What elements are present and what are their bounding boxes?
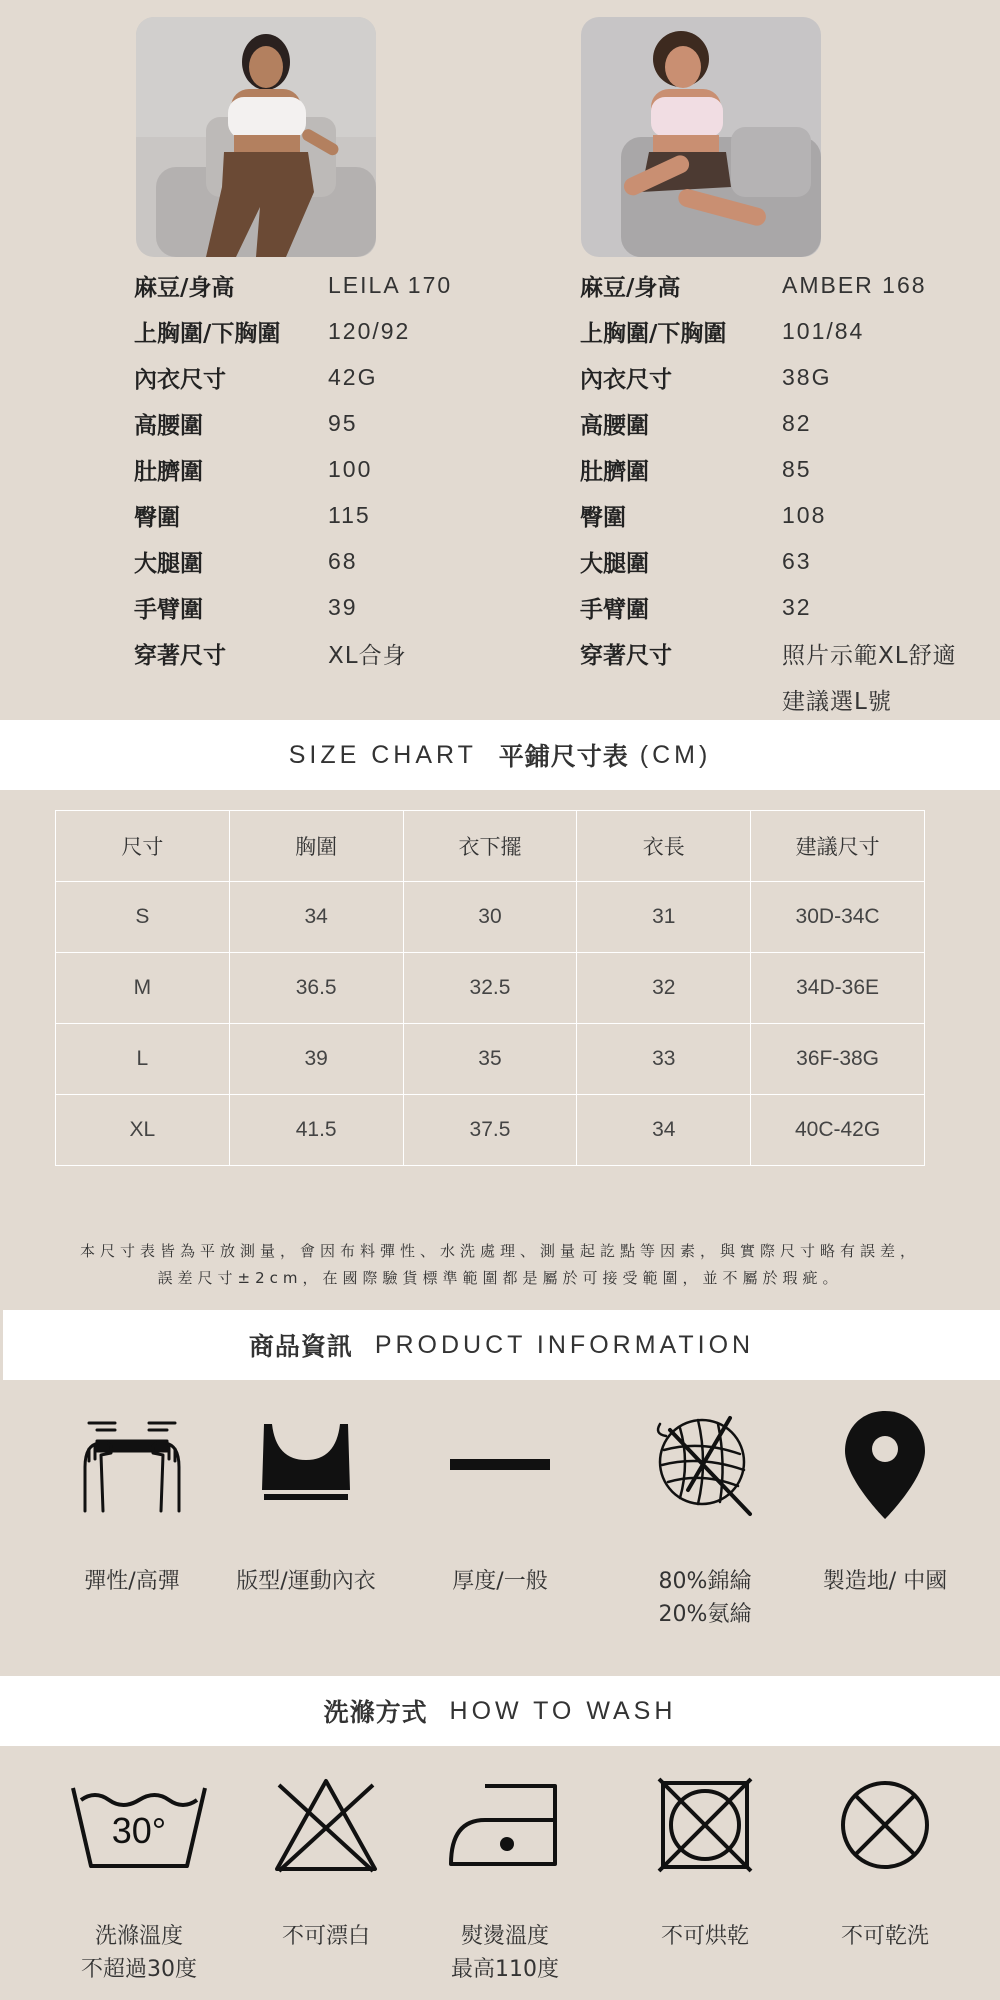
info-caption: 彈性/高彈: [84, 1569, 180, 1594]
measure-label: 手臂圍: [580, 596, 649, 623]
no-bleach-icon: [241, 1770, 411, 1880]
measure-value: 68: [328, 547, 358, 574]
column-header: 衣長: [577, 811, 751, 882]
table-header-row: [56, 811, 925, 882]
info-caption: 製造地/ 中國: [822, 1569, 948, 1594]
info-origin: [795, 1410, 975, 1598]
measure-row: [580, 492, 980, 538]
table-cell: 31: [577, 882, 751, 953]
measure-value: 38G: [782, 363, 832, 390]
table-cell: 41.5: [229, 1095, 403, 1166]
measure-value: 101/84: [782, 317, 865, 344]
measure-row: [134, 584, 474, 630]
wash-title-zh: 洗滌方式: [323, 1698, 428, 1727]
measure-value: 42G: [328, 363, 378, 390]
measure-value: AMBER 168: [782, 271, 927, 298]
material-line: 20%氨綸: [658, 1602, 752, 1627]
size-chart-title-zh: 平鋪尺寸表: [498, 742, 629, 771]
measure-label: 肚臍圍: [580, 458, 649, 485]
table-cell: 30: [403, 882, 577, 953]
measure-value: 39: [328, 593, 358, 620]
measure-label: 上胸圍/下胸圍: [134, 320, 281, 347]
measure-value: 63: [782, 547, 812, 574]
wash-caption-line: 洗滌溫度: [94, 1924, 183, 1949]
model-photo-leila: [136, 17, 376, 257]
measure-row: [134, 492, 474, 538]
measure-label: 麻豆/身高: [134, 274, 235, 301]
measure-label: 穿著尺寸: [134, 642, 226, 669]
measure-row: [580, 354, 980, 400]
table-cell: 34D-36E: [751, 953, 925, 1024]
measure-value: 32: [782, 593, 812, 620]
table-cell: 30D-34C: [751, 882, 925, 953]
measure-row: [134, 630, 474, 676]
table-cell: L: [56, 1024, 230, 1095]
info-material: [615, 1410, 795, 1631]
table-cell: 34: [577, 1095, 751, 1166]
yarn-ball-icon: [615, 1410, 795, 1520]
measure-label: 臀圍: [134, 504, 180, 531]
size-chart-unit: (CM): [639, 740, 712, 769]
info-fit: [216, 1410, 396, 1598]
measure-value: 建議選L號: [782, 688, 892, 715]
wash-caption: 不可乾洗: [840, 1924, 929, 1949]
wash-caption: [54, 1920, 224, 1986]
measure-row: [580, 308, 980, 354]
table-row: [56, 953, 925, 1024]
table-row: [56, 1024, 925, 1095]
model-measurements-amber: [580, 262, 980, 722]
column-header: 胸圍: [229, 811, 403, 882]
measure-value: 照片示範XL舒適: [782, 642, 957, 669]
measure-row: [580, 446, 980, 492]
info-caption: [615, 1565, 795, 1631]
location-pin-icon: [795, 1410, 975, 1520]
wash-heading: [0, 1676, 1000, 1746]
table-cell: 32: [577, 953, 751, 1024]
measure-row: [134, 308, 474, 354]
size-chart-title-en: SIZE CHART: [288, 740, 477, 769]
table-cell: 33: [577, 1024, 751, 1095]
table-cell: 36F-38G: [751, 1024, 925, 1095]
model-measurements-leila: [134, 262, 474, 676]
table-cell: M: [56, 953, 230, 1024]
measure-value: 82: [782, 409, 812, 436]
measure-label: 手臂圍: [134, 596, 203, 623]
info-caption: 版型/運動內衣: [236, 1569, 376, 1594]
measure-value: 108: [782, 501, 827, 528]
measure-label: 肚臍圍: [134, 458, 203, 485]
measure-value: 100: [328, 455, 373, 482]
info-elasticity: [42, 1410, 222, 1598]
table-row: [56, 882, 925, 953]
table-cell: XL: [56, 1095, 230, 1166]
wash-temp-label: 30°: [111, 1810, 167, 1851]
measure-value: 85: [782, 455, 812, 482]
measure-row: [580, 262, 980, 308]
note-line: 誤差尺寸±2cm，在國際驗貨標準範圍都是屬於可接受範圍，並不屬於瑕疵。: [157, 1269, 843, 1287]
no-dry-clean-icon: [800, 1770, 970, 1880]
table-cell: S: [56, 882, 230, 953]
iron-icon: [420, 1770, 590, 1880]
measure-label: 內衣尺寸: [580, 366, 672, 393]
measure-row: [580, 538, 980, 584]
measure-row: [134, 400, 474, 446]
measure-label: 高腰圍: [580, 412, 649, 439]
table-cell: 39: [229, 1024, 403, 1095]
info-thickness: [410, 1410, 590, 1598]
measure-value: LEILA 170: [328, 271, 453, 298]
wash-no-tumble-dry: [620, 1770, 790, 1953]
measure-label: 內衣尺寸: [134, 366, 226, 393]
measure-row: [134, 354, 474, 400]
sports-bra-icon: [216, 1410, 396, 1520]
table-cell: 32.5: [403, 953, 577, 1024]
measure-row: [134, 446, 474, 492]
measure-value: 120/92: [328, 317, 411, 344]
column-header: 衣下擺: [403, 811, 577, 882]
wash-no-dry-clean: [800, 1770, 970, 1953]
wash-temperature: [54, 1770, 224, 1986]
wash-no-bleach: [241, 1770, 411, 1953]
model-photo-amber: [581, 17, 821, 257]
measure-value: XL合身: [328, 642, 407, 669]
stretch-band-icon: [42, 1410, 222, 1520]
table-cell: 37.5: [403, 1095, 577, 1166]
wash-caption: [420, 1920, 590, 1986]
material-line: 80%錦綸: [658, 1569, 752, 1594]
table-row: [56, 1095, 925, 1166]
thickness-line-icon: [410, 1410, 590, 1520]
wash-caption: 不可烘乾: [660, 1924, 749, 1949]
table-cell: 35: [403, 1024, 577, 1095]
measure-label: 大腿圍: [580, 550, 649, 577]
info-caption: 厚度/一般: [452, 1569, 548, 1594]
measure-value: 95: [328, 409, 358, 436]
wash-caption-line: 不超過30度: [81, 1957, 197, 1982]
size-chart-table: [55, 810, 925, 1166]
measure-row: [580, 630, 980, 676]
size-chart-note: [0, 1238, 1000, 1292]
measure-row: [134, 262, 474, 308]
wash-iron: [420, 1770, 590, 1986]
product-info-heading: [3, 1310, 1000, 1380]
measure-value: 115: [328, 501, 371, 528]
table-cell: 36.5: [229, 953, 403, 1024]
measure-label: 麻豆/身高: [580, 274, 681, 301]
measure-row: [580, 584, 980, 630]
measure-row: [134, 538, 474, 584]
table-cell: 40C-42G: [751, 1095, 925, 1166]
product-info-title-zh: 商品資訊: [248, 1332, 353, 1361]
measure-row: [580, 676, 980, 722]
measure-row: [580, 400, 980, 446]
measure-label: 穿著尺寸: [580, 642, 672, 669]
wash-caption: 不可漂白: [281, 1924, 370, 1949]
wash-30-icon: [54, 1770, 224, 1880]
wash-caption-line: 熨燙溫度: [460, 1924, 549, 1949]
measure-label: 大腿圍: [134, 550, 203, 577]
product-info-title-en: PRODUCT INFORMATION: [374, 1330, 755, 1359]
note-line: 本尺寸表皆為平放測量，會因布料彈性、水洗處理、測量起訖點等因素，與實際尺寸略有誤差，: [79, 1242, 920, 1260]
wash-title-en: HOW TO WASH: [449, 1696, 677, 1725]
column-header: 尺寸: [56, 811, 230, 882]
wash-caption-line: 最高110度: [451, 1957, 559, 1982]
measure-label: 高腰圍: [134, 412, 203, 439]
measure-label: 上胸圍/下胸圍: [580, 320, 727, 347]
no-tumble-dry-icon: [620, 1770, 790, 1880]
measure-label: 臀圍: [580, 504, 626, 531]
size-chart-heading: [0, 720, 1000, 790]
table-cell: 34: [229, 882, 403, 953]
column-header: 建議尺寸: [751, 811, 925, 882]
